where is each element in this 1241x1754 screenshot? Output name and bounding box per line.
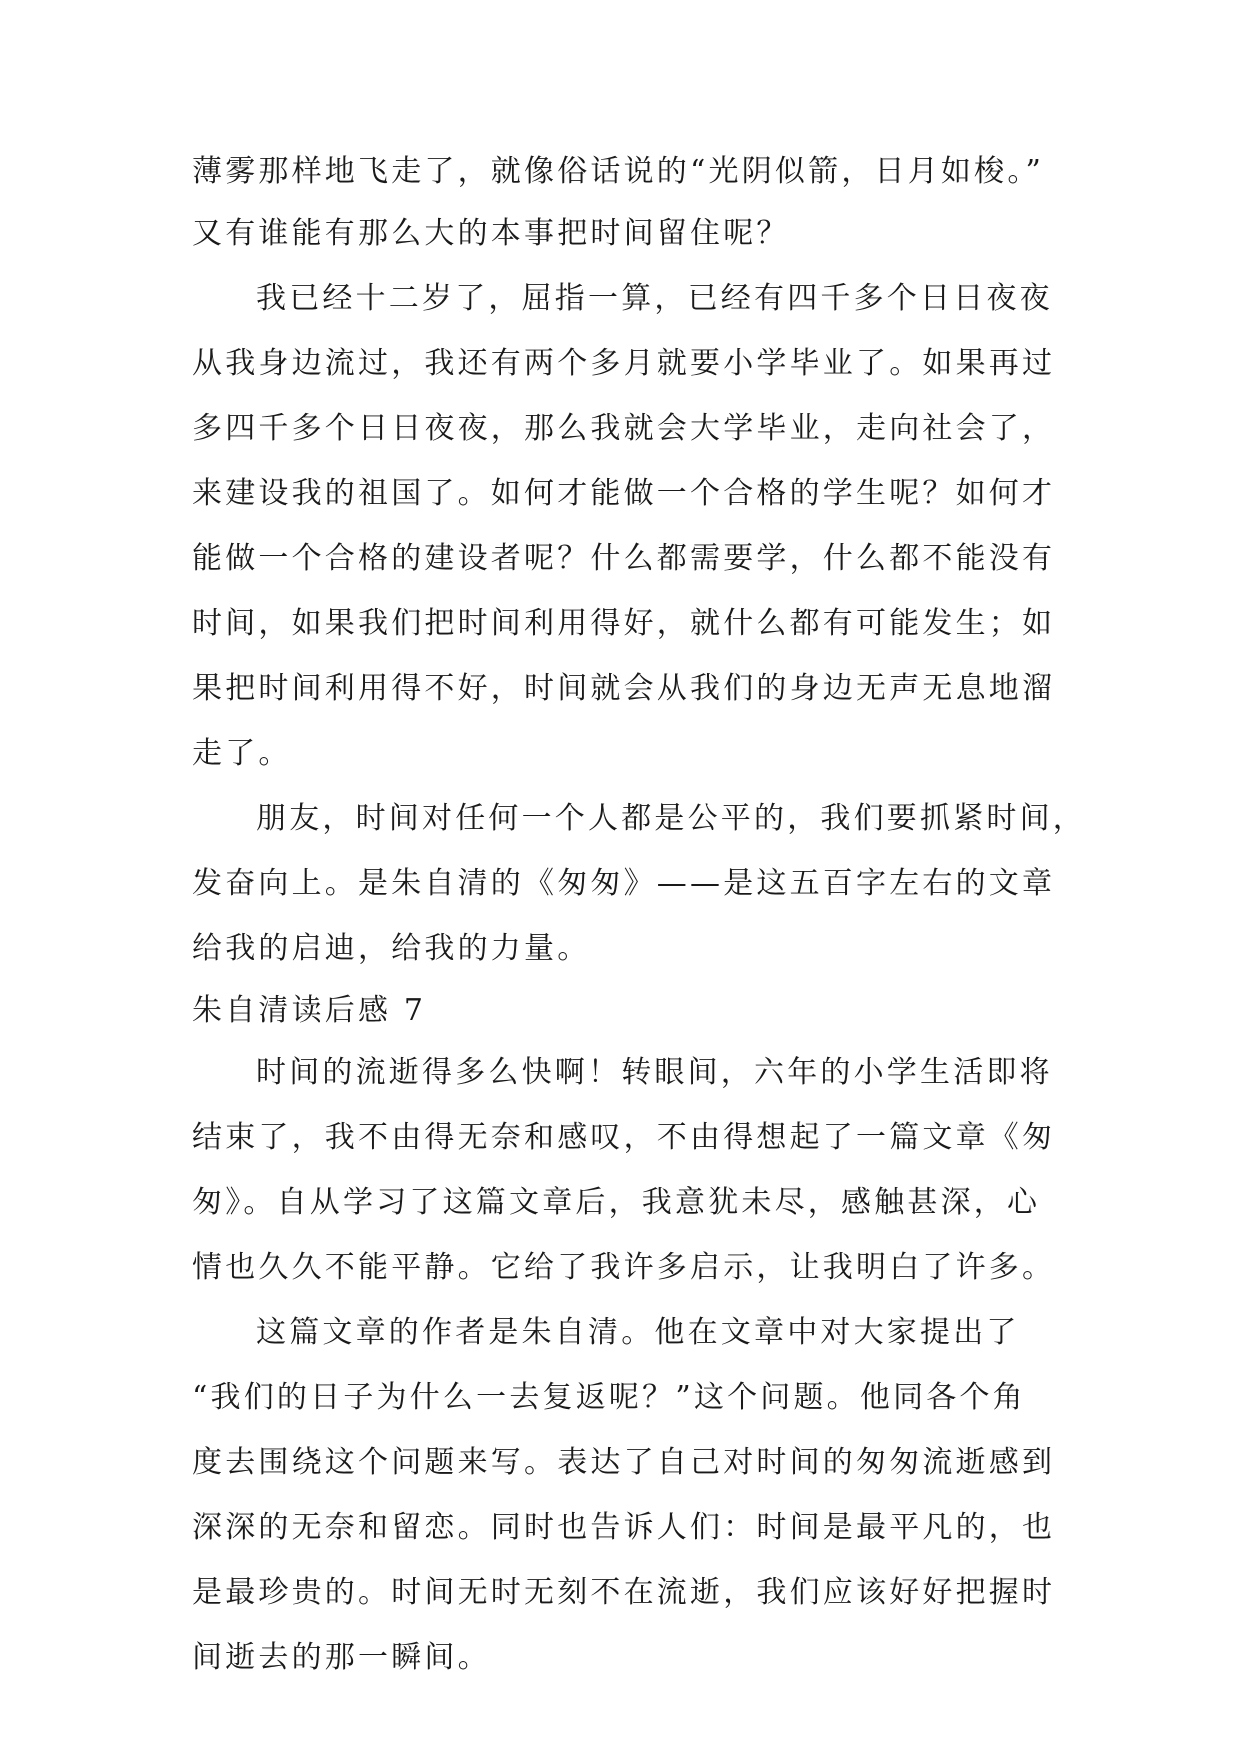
text-line: 薄雾那样地飞走了，就像俗话说的“光阴似箭，日月如梭。” (192, 154, 1045, 189)
paragraph-first-line: 时间的流逝得多么快啊！转眼间，六年的小学生活即将 (256, 1055, 1053, 1090)
text-line: 走了。 (192, 736, 292, 771)
paragraph-first-line: 我已经十二岁了，屈指一算，已经有四千多个日日夜夜 (256, 281, 1053, 316)
text-line: 是最珍贵的。时间无时无刻不在流逝，我们应该好好把握时 (192, 1575, 1056, 1610)
text-line: 间逝去的那一瞬间。 (192, 1640, 491, 1675)
section-heading: 朱自清读后感 7 (192, 993, 427, 1028)
text-line: 情也久久不能平静。它给了我许多启示，让我明白了许多。 (192, 1250, 1056, 1285)
text-line: 果把时间利用得不好，时间就会从我们的身边无声无息地溜 (192, 671, 1056, 706)
text-line: 能做一个合格的建设者呢？什么都需要学，什么都不能没有 (192, 541, 1056, 576)
text-line: 度去围绕这个问题来写。表达了自己对时间的匆匆流逝感到 (192, 1445, 1056, 1480)
text-line: 时间，如果我们把时间利用得好，就什么都有可能发生；如 (192, 606, 1056, 641)
paragraph-first-line: 这篇文章的作者是朱自清。他在文章中对大家提出了 (256, 1315, 1020, 1350)
text-line: 多四千多个日日夜夜，那么我就会大学毕业，走向社会了， (192, 411, 1056, 446)
text-line: 来建设我的祖国了。如何才能做一个合格的学生呢？如何才 (192, 476, 1056, 511)
text-line: 从我身边流过，我还有两个多月就要小学毕业了。如果再过 (192, 346, 1056, 381)
text-line: 又有谁能有那么大的本事把时间留住呢？ (192, 216, 790, 251)
text-line: 结束了，我不由得无奈和感叹，不由得想起了一篇文章《匆 (192, 1120, 1056, 1155)
text-line: 匆》。自从学习了这篇文章后，我意犹未尽，感触甚深，心 (192, 1185, 1041, 1220)
text-line: 深深的无奈和留恋。同时也告诉人们：时间是最平凡的，也 (192, 1510, 1056, 1545)
text-line: 给我的启迪，给我的力量。 (192, 931, 591, 966)
paragraph-first-line: 朋友，时间对任何一个人都是公平的，我们要抓紧时间， (256, 801, 1086, 836)
text-line: 发奋向上。是朱自清的《匆匆》——是这五百字左右的文章 (192, 866, 1056, 901)
text-line: “我们的日子为什么一去复返呢？”这个问题。他同各个角 (192, 1380, 1026, 1415)
